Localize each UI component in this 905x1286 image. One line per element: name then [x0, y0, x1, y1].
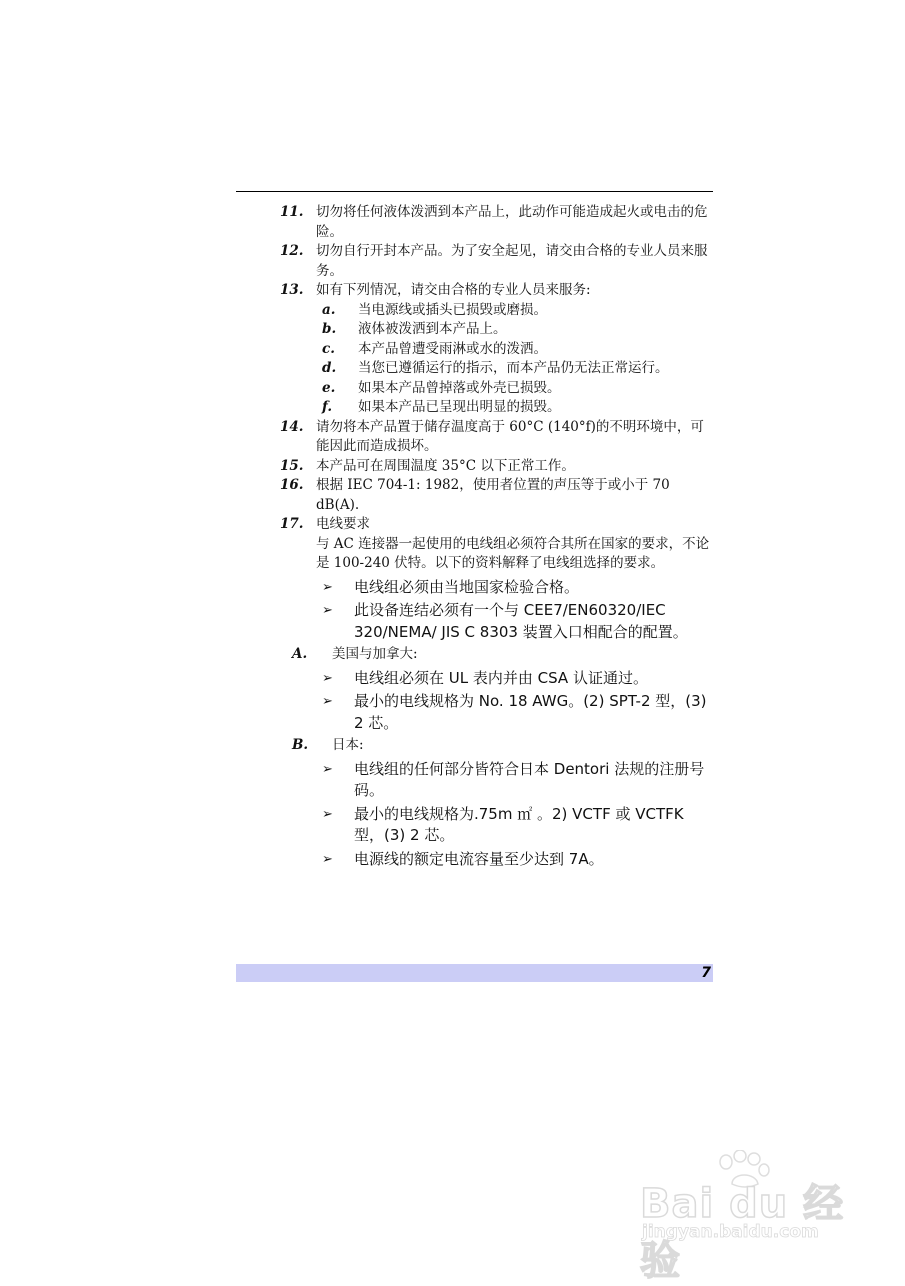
document-body	[236, 203, 713, 872]
sub-item-letter: d.	[322, 360, 337, 376]
bullet-item	[236, 691, 713, 734]
section-b-heading	[236, 736, 713, 756]
header-rule	[236, 191, 713, 192]
item-text: 电线要求	[316, 516, 370, 532]
item-number: 14.	[280, 418, 304, 435]
bullet-item	[236, 577, 713, 599]
item-number: 16.	[280, 477, 304, 493]
footer-bar	[236, 964, 713, 982]
bullet-text: 最小的电线规格为 No. 18 AWG。(2) SPT-2 型，(3) 2 芯。	[354, 692, 707, 732]
sub-item-letter: f.	[322, 399, 333, 415]
bullet-item	[236, 759, 713, 802]
sub-item-letter: a.	[322, 301, 336, 318]
general-bullets	[236, 577, 713, 644]
list-item-15	[236, 457, 713, 477]
sub-item-d	[236, 359, 713, 379]
section-title: 美国与加拿大:	[332, 646, 418, 662]
sub-item-b	[236, 320, 713, 340]
sub-item-f	[236, 398, 713, 418]
item-text: 请勿将本产品置于储存温度高于 60°C (140°f)的不明环境中，可能因此而造成损坏。	[316, 418, 704, 454]
page-number: 7	[701, 965, 711, 981]
bullet-text: 电线组必须在 UL 表内并由 CSA 认证通过。	[354, 668, 648, 687]
watermark-brand: Bai du 经验	[640, 1181, 845, 1284]
bullet-item	[236, 600, 713, 643]
arrow-bullet-icon: ➢	[322, 761, 333, 777]
sub-item-a	[236, 301, 713, 321]
item-text: 根据 IEC 704-1: 1982，使用者位置的声压等于或小于 70 dB(A).	[316, 477, 670, 513]
item-number: 15.	[280, 457, 304, 474]
bullet-text: 最小的电线规格为.75m ㎡ 。2) VCTF 或 VCTFK 型，(3) 2 芯。	[354, 804, 684, 844]
arrow-bullet-icon: ➢	[322, 670, 333, 686]
section-letter: B.	[292, 737, 309, 753]
list-item-11	[236, 203, 713, 242]
section-letter: A.	[292, 646, 308, 662]
list-item-17	[236, 515, 713, 574]
sub-item-text: 如果本产品已呈现出明显的损毁。	[358, 399, 561, 415]
item-number: 12.	[280, 243, 304, 259]
item-text: 切勿自行开封本产品。为了安全起见，请交由合格的专业人员来服务。	[316, 243, 708, 279]
arrow-bullet-icon: ➢	[322, 579, 333, 595]
item-number: 17.	[280, 516, 304, 532]
arrow-bullet-icon: ➢	[322, 806, 333, 822]
bullet-text: 电线组的任何部分皆符合日本 Dentori 法规的注册号码。	[354, 759, 705, 799]
bullet-item	[236, 668, 713, 690]
sub-item-letter: b.	[322, 321, 337, 337]
baidu-watermark	[640, 1150, 870, 1284]
sub-item-e	[236, 379, 713, 399]
arrow-bullet-icon: ➢	[322, 851, 333, 867]
bullet-text: 电线组必须由当地国家检验合格。	[354, 577, 580, 596]
sub-item-letter: c.	[322, 340, 335, 357]
watermark-url: jingyan.baidu.com	[642, 1222, 819, 1242]
section-b-bullets	[236, 759, 713, 871]
bullet-text: 此设备连结必须有一个与 CEE7/EN60320/IEC 320/NEMA/ JIS C 8303 装置入口相配合的配置。	[354, 601, 688, 641]
arrow-bullet-icon: ➢	[322, 694, 333, 709]
bullet-item	[236, 849, 713, 871]
bullet-item	[236, 804, 713, 847]
item-number: 13.	[280, 282, 304, 298]
sub-item-text: 当电源线或插头已损毁或磨损。	[358, 301, 547, 318]
list-item-12	[236, 242, 713, 281]
item-number: 11.	[280, 204, 304, 220]
section-title: 日本:	[332, 737, 364, 753]
arrow-bullet-icon: ➢	[322, 603, 333, 618]
sub-item-text: 当您已遵循运行的指示，而本产品仍无法正常运行。	[358, 360, 669, 376]
item-text: 本产品可在周围温度 35°C 以下正常工作。	[316, 457, 575, 474]
item-text: 如有下列情况，请交由合格的专业人员来服务:	[316, 282, 591, 298]
section-a-bullets	[236, 668, 713, 735]
list-item-14	[236, 418, 713, 457]
list-item-16	[236, 476, 713, 515]
section-a-heading	[236, 645, 713, 665]
list-item-13	[236, 281, 713, 301]
bullet-text: 电源线的额定电流容量至少达到 7A。	[354, 849, 604, 868]
sub-item-c	[236, 340, 713, 360]
sub-item-letter: e.	[322, 379, 336, 396]
sub-item-text: 本产品曾遭受雨淋或水的泼洒。	[358, 340, 547, 357]
item-text: 切勿将任何液体泼洒到本产品上，此动作可能造成起火或电击的危险。	[316, 204, 708, 240]
sub-item-text: 如果本产品曾掉落或外壳已损毁。	[358, 379, 561, 396]
sub-item-text: 液体被泼洒到本产品上。	[358, 321, 507, 337]
item-17-description: 与 AC 连接器一起使用的电线组必须符合其所在国家的要求，不论是 100-240 伏特。以下的资料解释了电线组选择的要求。	[316, 535, 710, 571]
